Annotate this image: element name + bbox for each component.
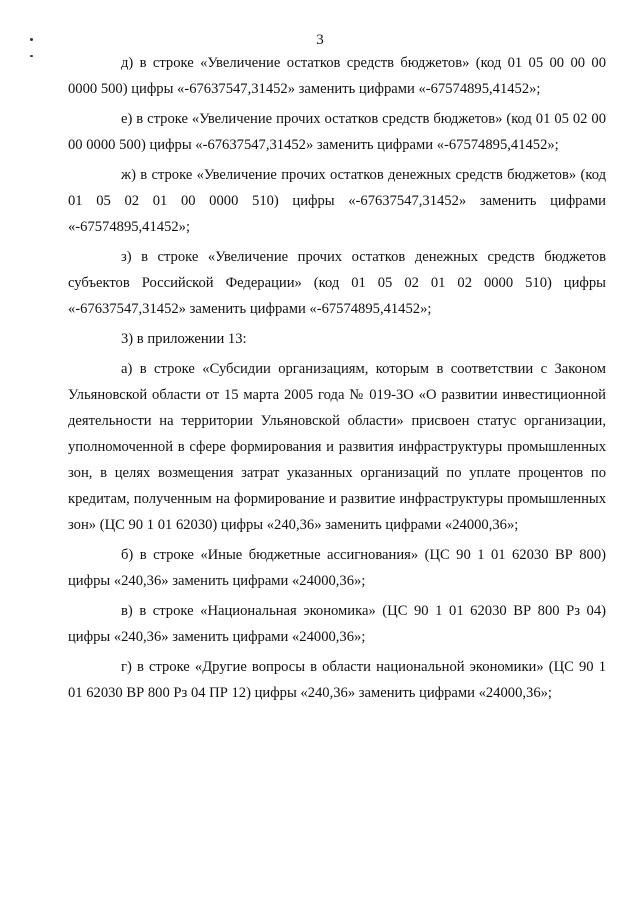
scan-speck — [30, 38, 33, 41]
document-body — [68, 50, 606, 710]
paragraph-appendix-13: 3) в приложении 13: — [121, 331, 247, 347]
paragraph-z: з) в строке «Увеличение прочих остатков денежных средств бюджетов субъектов Российской Федерации» (код 01 05 02 01 02 0000 510) цифры «-67637547,31452» заменить цифрами «-67574895,41452»; — [68, 249, 606, 317]
paragraph-b: б) в строке «Иные бюджетные ассигнования» (ЦС 90 1 01 62030 ВР 800) цифры «240,36» заменить цифрами «24000,36»; — [68, 547, 606, 589]
paragraph-a: а) в строке «Субсидии организациям, которым в соответствии с Законом Ульяновской области от 15 марта 2005 года № 019-ЗО «О развитии инвестиционной деятельности на территории Ульяновской области» присвоен статус организации, уполномоченной в сфере формирования и развития инфраструктуры промышленных зон, в целях возмещения затрат указанных организаций по уплате процентов по кредитам, полученным на формирование и развитие инфраструктуры промышленных зон» (ЦС 90 1 01 62030) цифры «240,36» заменить цифрами «24000,36»; — [68, 361, 606, 533]
paragraph-g: г) в строке «Другие вопросы в области национальной экономики» (ЦС 90 1 01 62030 ВР 800 Рз 04 ПР 12) цифры «240,36» заменить цифрами «24000,36»; — [68, 659, 606, 701]
paragraph-d: д) в строке «Увеличение остатков средств бюджетов» (код 01 05 00 00 00 0000 500) цифры «-67637547,31452» заменить цифрами «-67574895,41452»; — [68, 55, 606, 97]
scan-speck — [30, 55, 33, 57]
paragraph-e: е) в строке «Увеличение прочих остатков средств бюджетов» (код 01 05 02 00 00 0000 500) цифры «-67637547,31452» заменить цифрами «-67574895,41452»; — [68, 111, 606, 153]
page-number: 3 — [316, 32, 324, 48]
paragraph-zh: ж) в строке «Увеличение прочих остатков денежных средств бюджетов» (код 01 05 02 01 00 0000 510) цифры «-67637547,31452» заменить цифрами «-67574895,41452»; — [68, 167, 606, 235]
paragraph-v: в) в строке «Национальная экономика» (ЦС 90 1 01 62030 ВР 800 Рз 04) цифры «240,36» заменить цифрами «24000,36»; — [68, 603, 606, 645]
